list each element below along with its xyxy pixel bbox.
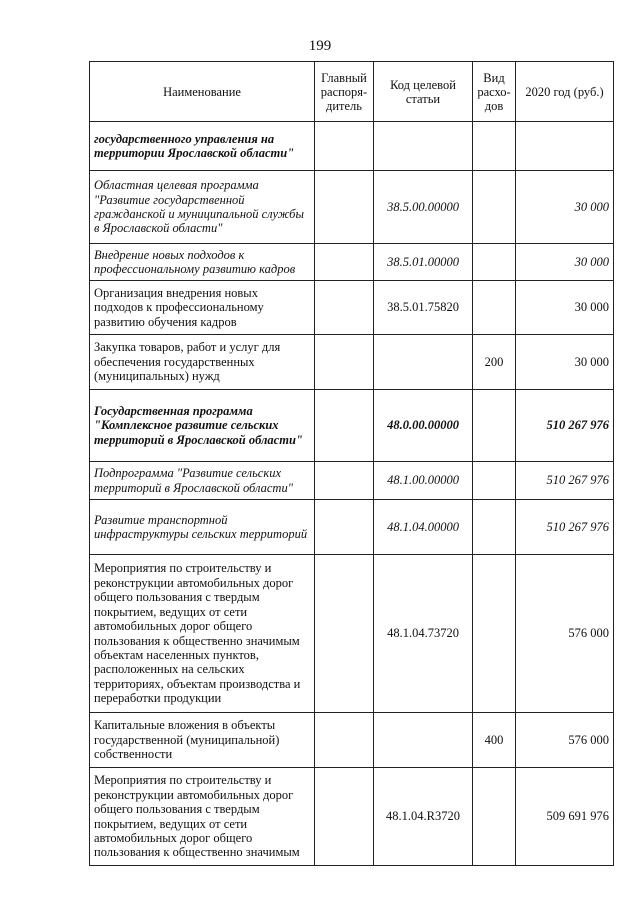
row-name: Организация внедрения новых подходов к профессиональному развитию обучения кадров (90, 281, 315, 335)
row-name: Подпрограмма "Развитие сельских территорий в Ярославской области" (90, 462, 315, 500)
row-amount: 30 000 (516, 244, 614, 281)
row-type (473, 244, 516, 281)
row-admin (315, 768, 374, 866)
header-admin: Главный распоря-дитель (315, 62, 374, 122)
row-amount: 30 000 (516, 335, 614, 390)
row-name: Мероприятия по строительству и реконструкции автомобильных дорог общего пользования с твердым покрытием, ведущих от сети автомобильных дорог общего пользования к общественно значимым объектам населенных пунктов, расположенных на сельских территориях, объектам производства и переработки продукции (90, 555, 315, 713)
row-name: Государственная программа "Комплексное развитие сельских территорий в Ярославской области" (90, 390, 315, 462)
table-row (90, 122, 614, 171)
row-name: Областная целевая программа "Развитие государственной гражданской и муниципальной службы в Ярославской области" (90, 171, 315, 244)
table-header-row (90, 62, 614, 122)
row-type (473, 390, 516, 462)
row-type (473, 462, 516, 500)
row-code: 38.5.01.00000 (374, 244, 473, 281)
table-row (90, 555, 614, 713)
table-row (90, 713, 614, 768)
row-code (374, 335, 473, 390)
budget-table (89, 61, 614, 866)
row-code: 48.0.00.00000 (374, 390, 473, 462)
row-type (473, 555, 516, 713)
table-row (90, 462, 614, 500)
row-admin (315, 281, 374, 335)
row-name: Развитие транспортной инфраструктуры сельских территорий (90, 500, 315, 555)
header-name: Наименование (90, 62, 315, 122)
row-amount: 576 000 (516, 713, 614, 768)
table-row (90, 768, 614, 866)
row-type (473, 122, 516, 171)
row-code: 48.1.00.00000 (374, 462, 473, 500)
row-name: государственного управления на территории Ярославской области" (90, 122, 315, 171)
table-row (90, 171, 614, 244)
row-admin (315, 244, 374, 281)
row-amount: 510 267 976 (516, 500, 614, 555)
row-name: Капитальные вложения в объекты государственной (муниципальной) собственности (90, 713, 315, 768)
row-code: 48.1.04.73720 (374, 555, 473, 713)
row-admin (315, 555, 374, 713)
row-type: 200 (473, 335, 516, 390)
row-type: 400 (473, 713, 516, 768)
row-type (473, 500, 516, 555)
row-code (374, 122, 473, 171)
table-row (90, 244, 614, 281)
row-amount: 30 000 (516, 281, 614, 335)
row-amount (516, 122, 614, 171)
row-admin (315, 122, 374, 171)
table-row (90, 500, 614, 555)
row-admin (315, 462, 374, 500)
row-code: 48.1.04.00000 (374, 500, 473, 555)
header-type: Вид расхо-дов (473, 62, 516, 122)
row-admin (315, 500, 374, 555)
row-type (473, 281, 516, 335)
row-name: Внедрение новых подходов к профессиональному развитию кадров (90, 244, 315, 281)
row-amount: 30 000 (516, 171, 614, 244)
row-admin (315, 713, 374, 768)
row-amount: 576 000 (516, 555, 614, 713)
header-amount: 2020 год (руб.) (516, 62, 614, 122)
row-type (473, 171, 516, 244)
row-code: 38.5.00.00000 (374, 171, 473, 244)
row-name: Закупка товаров, работ и услуг для обеспечения государственных (муниципальных) нужд (90, 335, 315, 390)
table-row (90, 335, 614, 390)
row-admin (315, 390, 374, 462)
row-amount: 509 691 976 (516, 768, 614, 866)
row-code: 48.1.04.R3720 (374, 768, 473, 866)
row-code (374, 713, 473, 768)
header-code: Код целевой статьи (374, 62, 473, 122)
table-row (90, 281, 614, 335)
page-number: 199 (308, 38, 332, 54)
row-admin (315, 171, 374, 244)
row-type (473, 768, 516, 866)
row-amount: 510 267 976 (516, 390, 614, 462)
row-admin (315, 335, 374, 390)
row-name: Мероприятия по строительству и реконструкции автомобильных дорог общего пользования с твердым покрытием, ведущих от сети автомобильных дорог общего пользования к общественно значимым (90, 768, 315, 866)
table-row (90, 390, 614, 462)
row-amount: 510 267 976 (516, 462, 614, 500)
row-code: 38.5.01.75820 (374, 281, 473, 335)
